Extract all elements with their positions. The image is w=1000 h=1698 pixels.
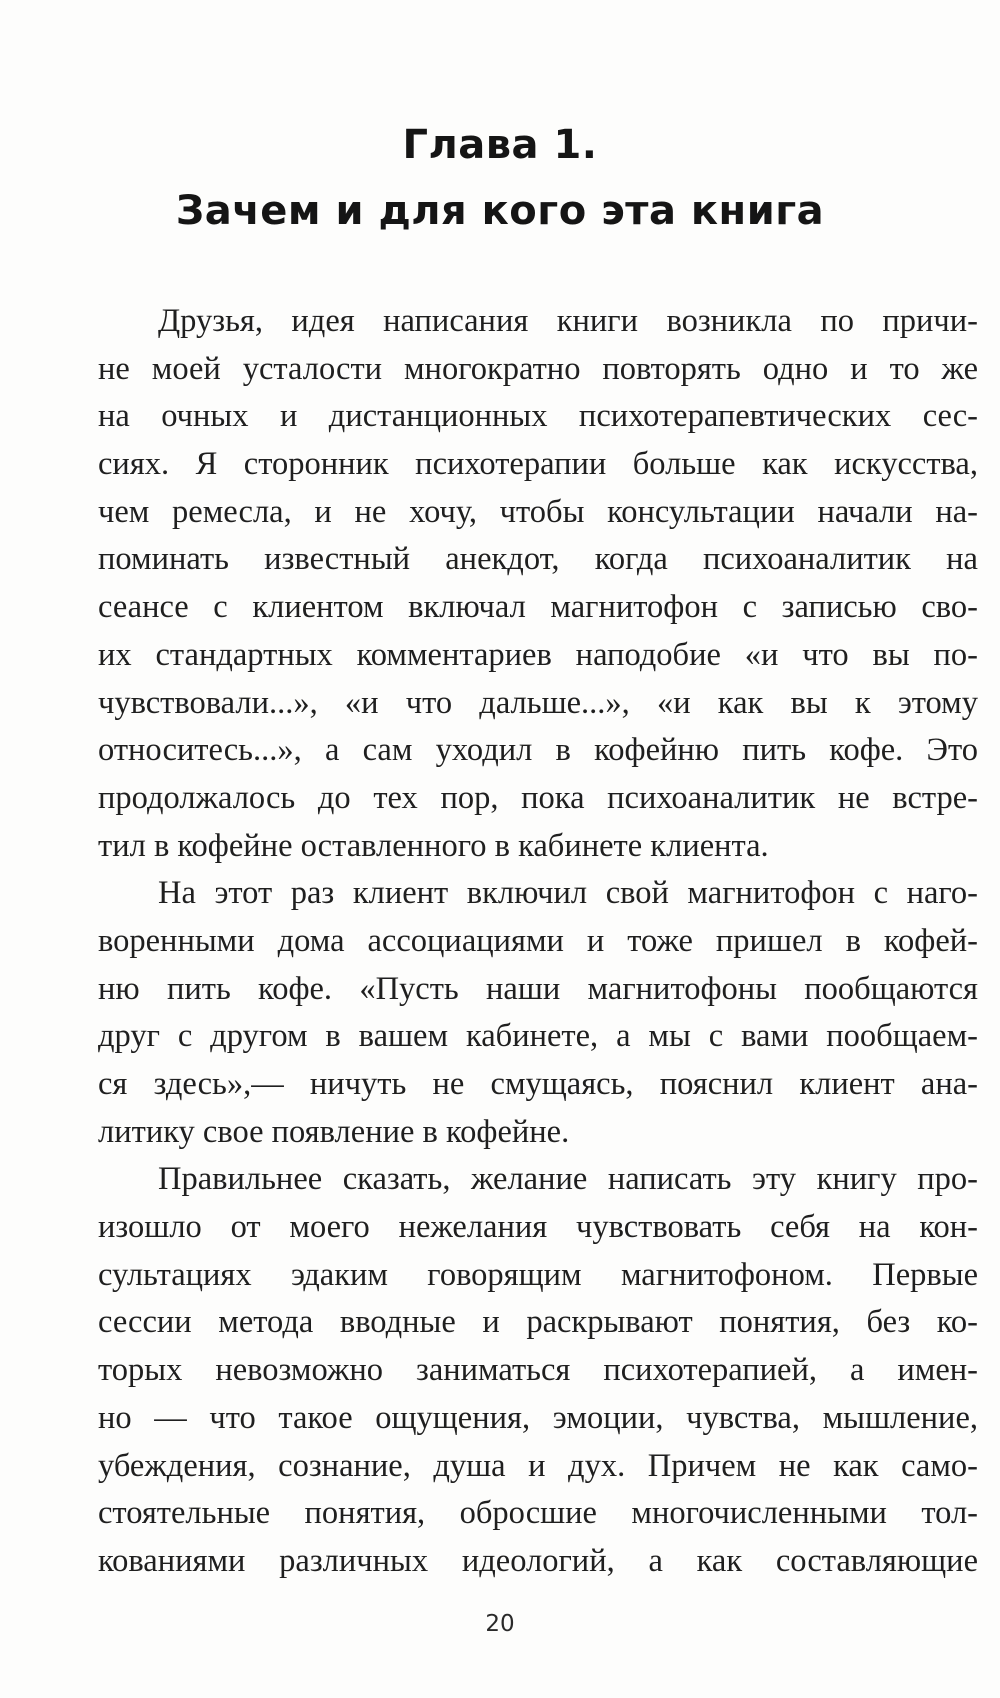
paragraph-1-line: относитесь...», а сам уходил в кофейню пить кофе. Это (98, 732, 978, 769)
paragraph-2-line: друг с другом в вашем кабинете, а мы с вами пообщаем- (98, 1018, 978, 1055)
body-text (98, 298, 978, 1586)
paragraph-1-line: на очных и дистанционных психотерапевтических сес- (98, 398, 978, 435)
paragraph-2-line: воренными дома ассоциациями и тоже пришел в кофей- (98, 922, 978, 959)
paragraph-2-line: литику свое появление в кофейне. (98, 1113, 570, 1150)
paragraph-3-line: но — что такое ощущения, эмоции, чувства, мышление, (98, 1399, 978, 1436)
paragraph-1-line: продолжалось до тех пор, пока психоаналитик не встре- (98, 779, 978, 816)
paragraph-3-line: убеждения, сознание, душа и дух. Причем не как само- (98, 1447, 978, 1484)
paragraph-3-line: сессии метода вводные и раскрывают понятия, без ко- (98, 1304, 978, 1341)
paragraph-3-line: кованиями различных идеологий, а как составляющие (98, 1542, 978, 1579)
chapter-title: Зачем и для кого эта книга (175, 188, 825, 234)
paragraph-1-line: не моей усталости многократно повторять одно и то же (98, 350, 978, 387)
paragraph-1-line: поминать известный анекдот, когда психоаналитик на (98, 541, 978, 578)
paragraph-1-line: чем ремесла, и не хочу, чтобы консультации начали на- (98, 493, 978, 530)
paragraph-3-line: изошло от моего нежелания чувствовать себя на кон- (98, 1209, 978, 1246)
paragraph-3-line: стоятельные понятия, обросшие многочисленными тол- (98, 1495, 978, 1532)
chapter-heading (0, 112, 1000, 244)
paragraph-1-line: чувствовали...», «и что дальше...», «и как вы к этому (98, 684, 978, 721)
paragraph-1-line: Друзья, идея написания книги возникла по причи- (158, 303, 978, 339)
chapter-number: Глава 1. (402, 122, 598, 168)
paragraph-3-line: сультациях эдаким говорящим магнитофоном. Первые (98, 1256, 978, 1293)
paragraph-1-line: тил в кофейне оставленного в кабинете клиента. (98, 827, 769, 864)
paragraph-3-line: Правильнее сказать, желание написать эту книгу про- (158, 1161, 978, 1198)
paragraph-2-line: ню пить кофе. «Пусть наши магнитофоны пообщаются (98, 970, 978, 1007)
paragraph-1-line: их стандартных комментариев наподобие «и что вы по- (98, 636, 978, 673)
paragraph-1-line: сиях. Я сторонник психотерапии больше как искусства, (98, 446, 978, 483)
paragraph-3-line: торых невозможно заниматься психотерапией, а имен- (98, 1352, 978, 1389)
paragraph-2-line: На этот раз клиент включил свой магнитофон с наго- (158, 875, 978, 912)
page-number: 20 (485, 1611, 515, 1637)
paragraph-1-line: сеансе с клиентом включал магнитофон с записью сво- (98, 589, 978, 626)
paragraph-2-line: ся здесь»,— ничуть не смущаясь, пояснил клиент ана- (98, 1066, 978, 1102)
